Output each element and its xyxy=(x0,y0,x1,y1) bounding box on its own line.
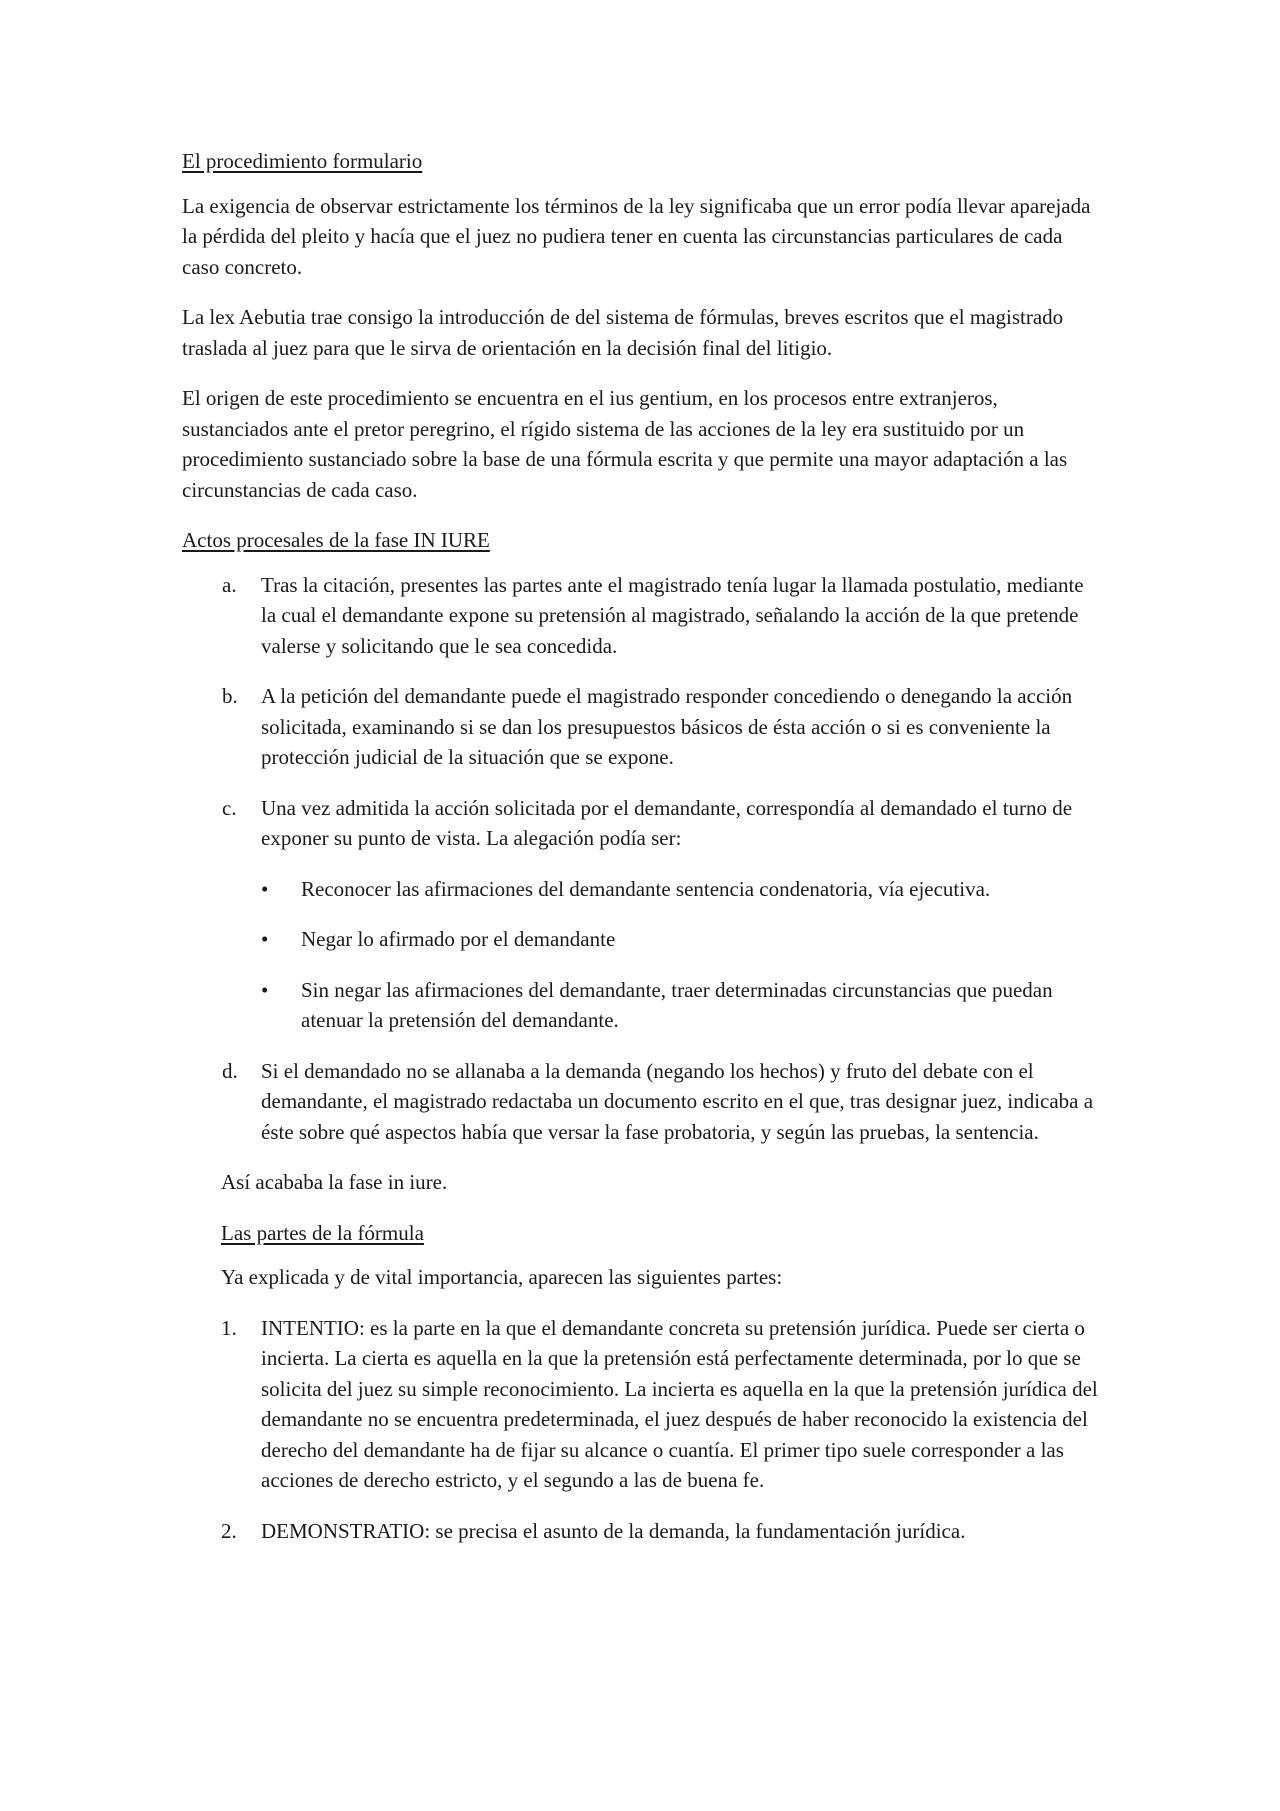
list-item-c xyxy=(182,793,1102,1036)
list-item-demonstratio xyxy=(221,1516,1102,1547)
bullet-item xyxy=(261,924,1102,955)
list-item-text: INTENTIO: es la parte en la que el demandante concreta su pretensión jurídica. Puede ser cierta o incierta. La cierta es aquella en la que la pretensión está perfectamente determinada, por lo que se solicita del juez su simple reconocimiento. La incierta es aquella en la que la pretensión jurídica del demandante no se encuentra predeterminada, el juez después de haber reconocido la existencia del derecho del demandante ha de fijar su alcance o cuantía. El primer tipo suele corresponder a las acciones de derecho estricto, y el segundo a las de buena fe. xyxy=(261,1315,1098,1492)
list-marker: 2. xyxy=(221,1518,237,1543)
list-item-text: Una vez admitida la acción solicitada por el demandante, correspondía al demandado el turno de exponer su punto de vista. La alegación podía ser: xyxy=(261,795,1073,850)
bullet-marker: • xyxy=(261,977,269,1002)
list-item-intentio xyxy=(221,1313,1102,1496)
bullet-text: Negar lo afirmado por el demandante xyxy=(301,927,616,951)
paragraph-closing-in-iure: Así acababa la fase in iure. xyxy=(221,1170,448,1194)
list-item-text: Si el demandado no se allanaba a la demanda (negando los hechos) y fruto del debate con el demandante, el magistrado redactaba un documento escrito en el que, tras designar juez, indicaba a éste sobre qué aspectos había que versar la fase probatoria, y según las pruebas, la sentencia. xyxy=(261,1058,1094,1144)
list-marker: 1. xyxy=(221,1315,237,1340)
list-marker: d. xyxy=(222,1058,238,1083)
alegacion-bullet-list xyxy=(261,874,1102,1036)
paragraph-exigencia: La exigencia de observar estrictamente los términos de la ley significaba que un error podía llevar aparejada la pérdida del pleito y hacía que el juez no pudiera tener en cuenta las circunstancias particulares de cada caso concreto. xyxy=(182,193,1091,279)
list-marker: c. xyxy=(222,795,237,820)
list-item-d xyxy=(182,1056,1102,1148)
paragraph-partes-intro: Ya explicada y de vital importancia, aparecen las siguientes partes: xyxy=(221,1265,783,1289)
list-marker: b. xyxy=(222,684,238,708)
heading-procedimiento-formulario: El procedimiento formulario xyxy=(182,149,423,173)
document-page xyxy=(182,146,1102,1566)
heading-actos-procesales: Actos procesales de la fase IN IURE xyxy=(182,528,490,552)
partes-formula-list xyxy=(221,1313,1102,1547)
list-item-text: DEMONSTRATIO: se precisa el asunto de la demanda, la fundamentación jurídica. xyxy=(261,1518,966,1543)
bullet-item xyxy=(261,874,1102,905)
list-item-a xyxy=(182,570,1102,662)
heading-partes-formula: Las partes de la fórmula xyxy=(221,1220,424,1245)
paragraph-lex-aebutia: La lex Aebutia trae consigo la introducción de del sistema de fórmulas, breves escritos que el magistrado traslada al juez para que le sirva de orientación en la decisión final del litigio. xyxy=(182,305,1064,360)
bullet-marker: • xyxy=(261,876,269,901)
indented-section xyxy=(221,1167,1102,1546)
list-marker: a. xyxy=(222,572,237,597)
bullet-marker: • xyxy=(261,927,269,951)
bullet-text: Sin negar las afirmaciones del demandante, traer determinadas circunstancias que puedan atenuar la pretensión del demandante. xyxy=(301,977,1053,1032)
list-item-text: A la petición del demandante puede el magistrado responder concediendo o denegando la acción solicitada, examinando si se dan los presupuestos básicos de ésta acción o si es conveniente la protección judicial de la situación que se expone. xyxy=(261,684,1073,769)
list-item-text: Tras la citación, presentes las partes ante el magistrado tenía lugar la llamada postulatio, mediante la cual el demandante expone su pretensión al magistrado, señalando la acción de la que pretende valerse y solicitando que le sea concedida. xyxy=(261,572,1084,658)
actos-procesales-list xyxy=(182,570,1102,1148)
paragraph-origen: El origen de este procedimiento se encuentra en el ius gentium, en los procesos entre extranjeros, sustanciados ante el pretor peregrino, el rígido sistema de las acciones de la ley era sustituido por un procedimiento sustanciado sobre la base de una fórmula escrita y que permite una mayor adaptación a las circunstancias de cada caso. xyxy=(182,386,1068,502)
list-item-b xyxy=(182,681,1102,773)
bullet-item xyxy=(261,975,1102,1036)
bullet-text: Reconocer las afirmaciones del demandante sentencia condenatoria, vía ejecutiva. xyxy=(301,876,991,901)
